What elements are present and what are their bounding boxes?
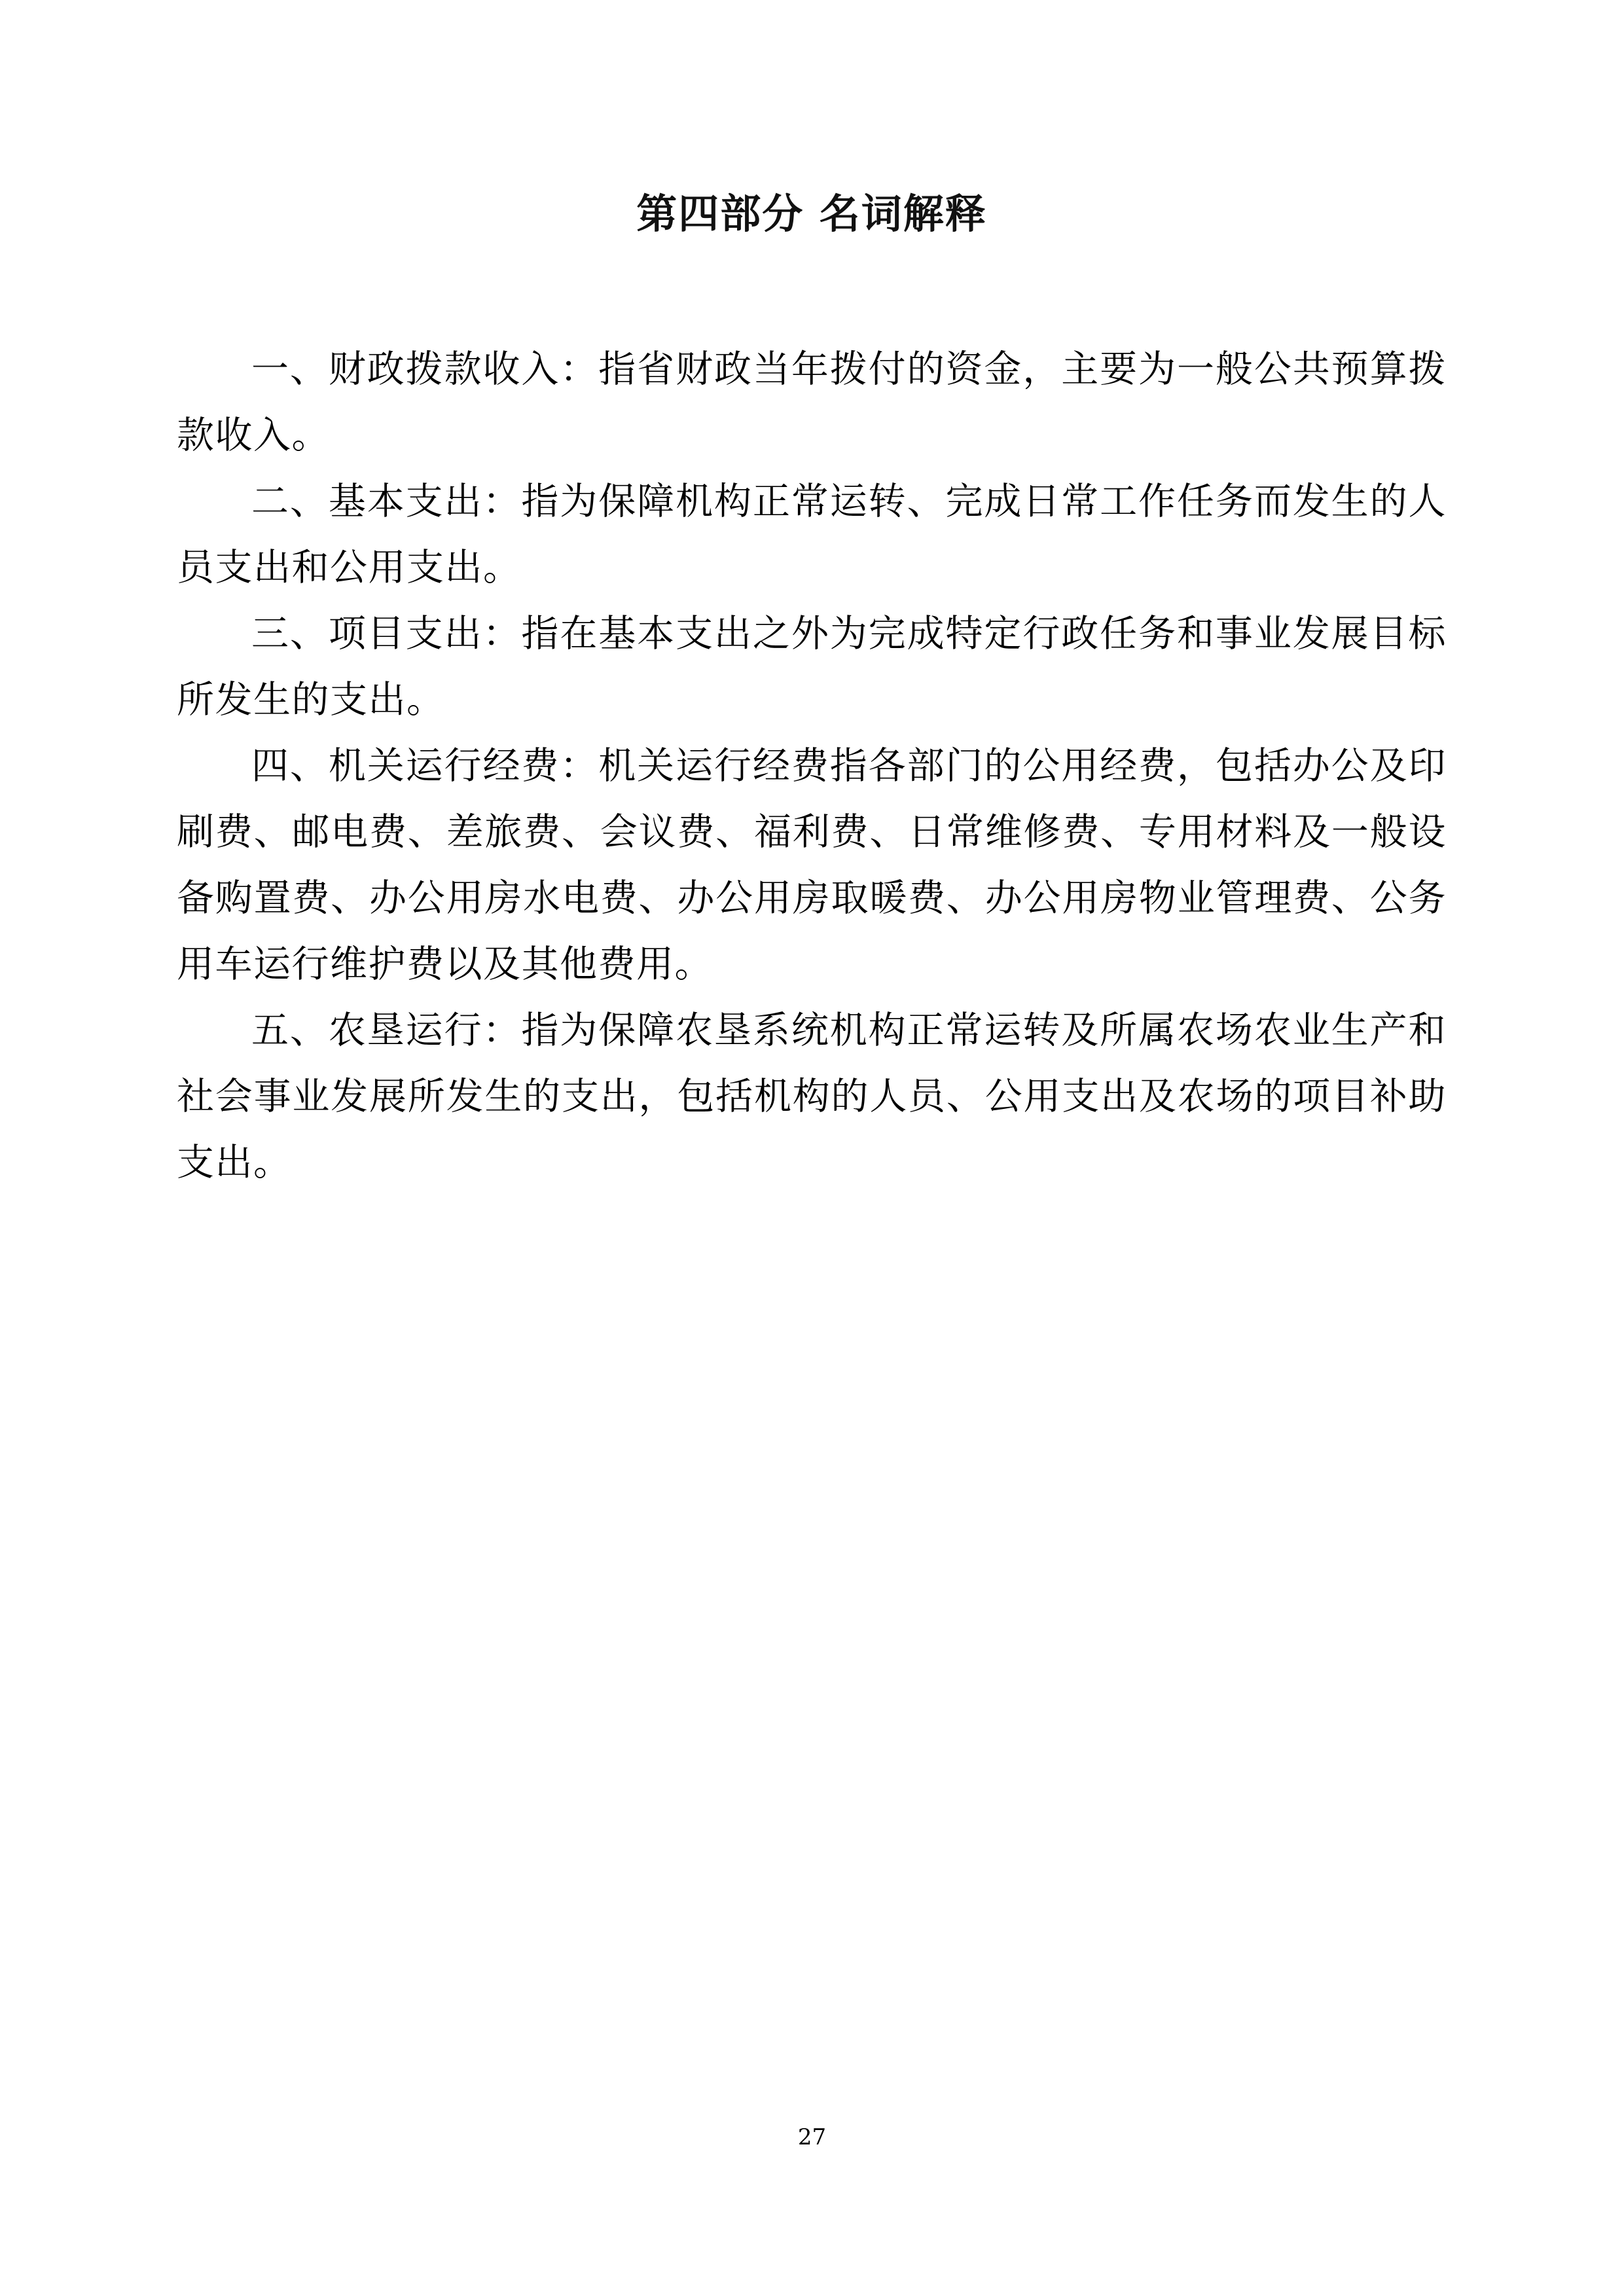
paragraph: 二、基本支出：指为保障机构正常运转、完成日常工作任务而发生的人员支出和公用支出。 xyxy=(177,480,1447,590)
page-content xyxy=(177,0,1447,1196)
body-text xyxy=(177,336,1447,1196)
paragraph: 五、农垦运行：指为保障农垦系统机构正常运转及所属农场农业生产和社会事业发展所发生的支出，包括机构的人员、公用支出及农场的项目补助支出。 xyxy=(177,1009,1447,1185)
page-number: 27 xyxy=(797,2124,827,2150)
paragraph: 一、财政拨款收入：指省财政当年拨付的资金，主要为一般公共预算拨款收入。 xyxy=(177,348,1447,458)
paragraph: 三、项目支出：指在基本支出之外为完成特定行政任务和事业发展目标所发生的支出。 xyxy=(177,612,1447,722)
page-title: 第四部分 名词解释 xyxy=(636,190,987,238)
paragraph: 四、机关运行经费：机关运行经费指各部门的公用经费，包括办公及印刷费、邮电费、差旅费、会议费、福利费、日常维修费、专用材料及一般设备购置费、办公用房水电费、办公用房取暖费、办公用房物业管理费、公务用车运行维护费以及其他费用。 xyxy=(177,744,1447,986)
